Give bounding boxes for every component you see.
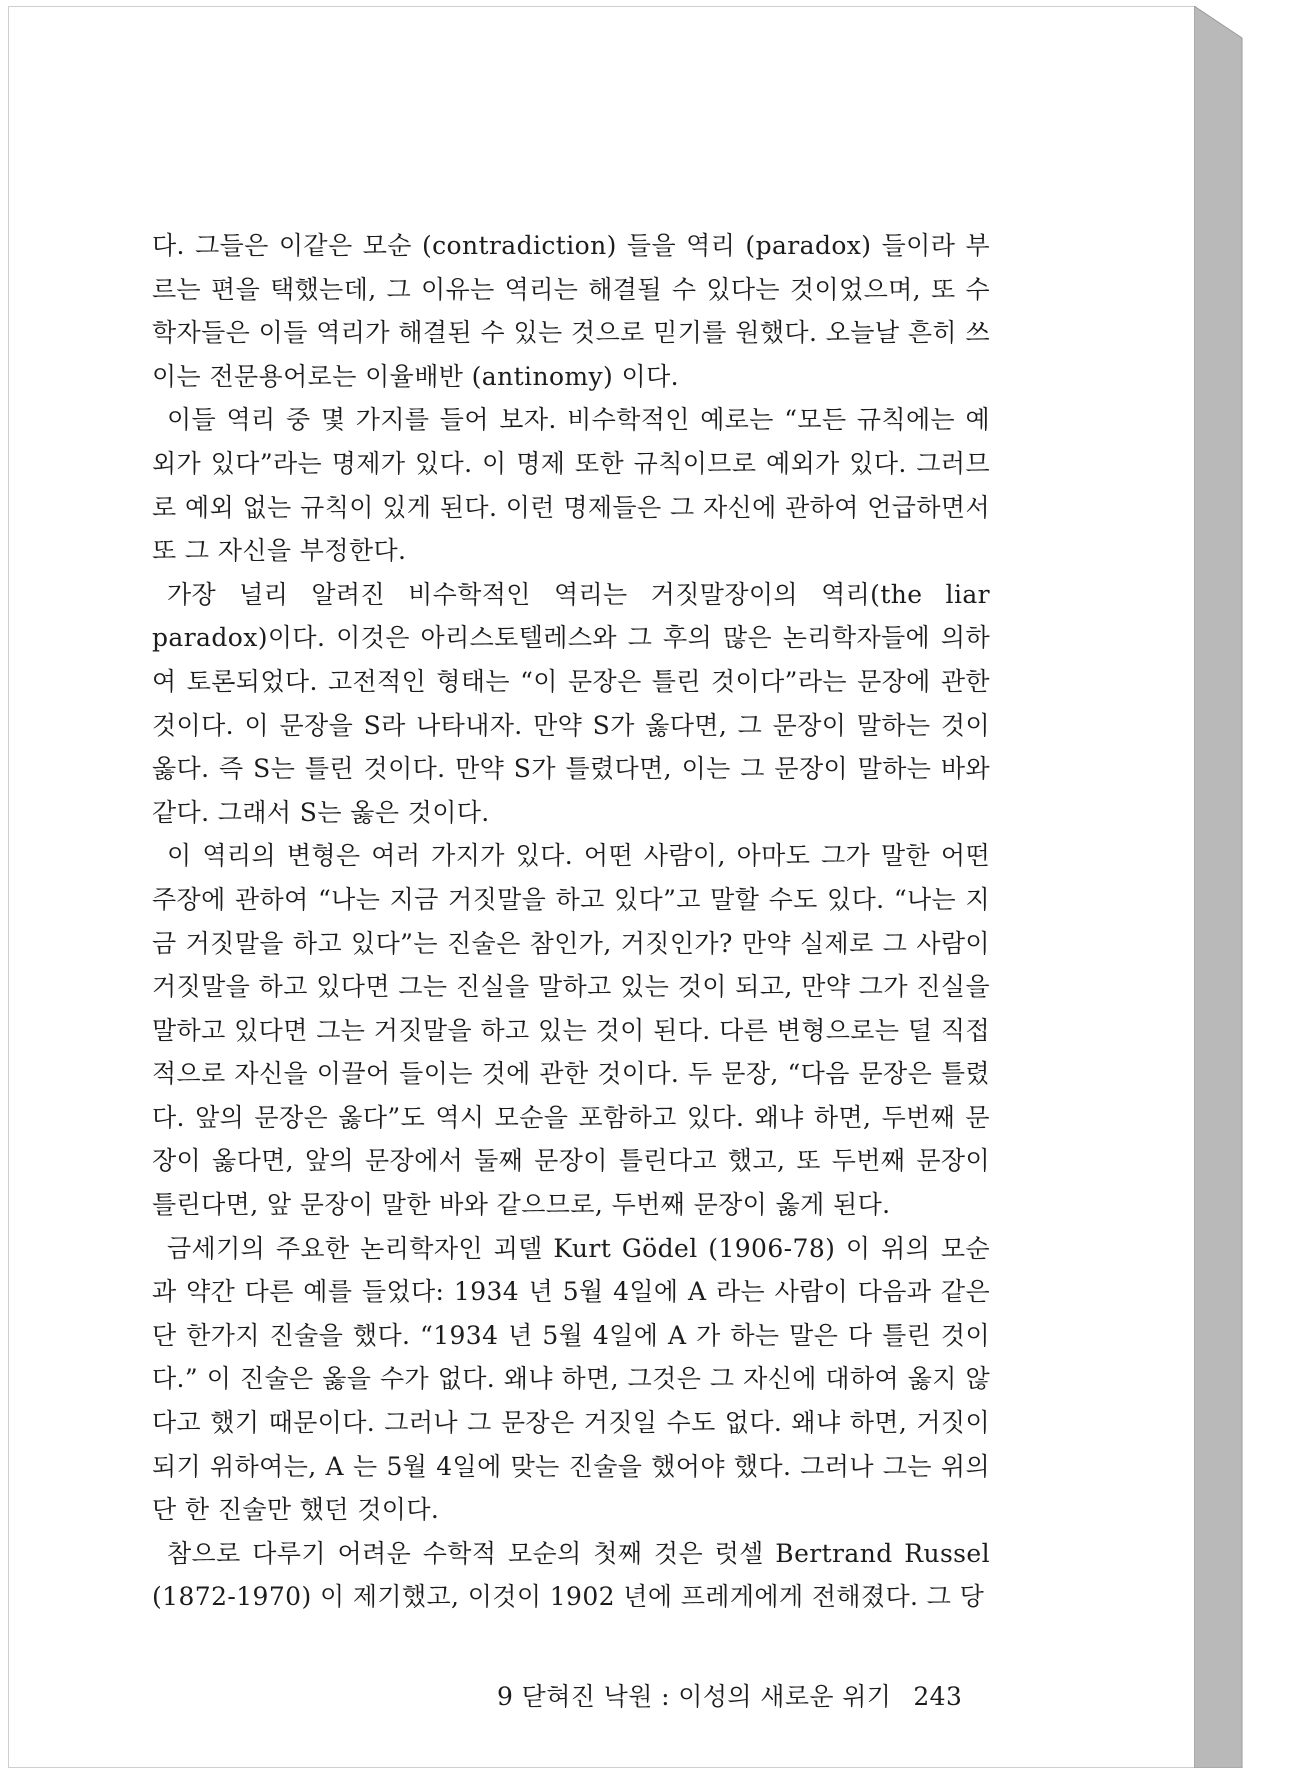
page-number: 243 <box>913 1682 963 1711</box>
paragraph-2: 이들 역리 중 몇 가지를 들어 보자. 비수학적인 예로는 “모든 규칙에는 예외가 있다”라는 명제가 있다. 이 명제 또한 규칙이므로 예외가 있다. 그러므로 예외 없는 규칙이 있게 된다. 이런 명제들은 그 자신에 관하여 언급하면서 또 그 자신을 부정한다. <box>152 405 990 566</box>
page-footer <box>497 1677 962 1713</box>
body-text <box>152 224 990 1619</box>
paragraph-5: 금세기의 주요한 논리학자인 괴델 Kurt Gödel (1906-78) 이 위의 모순과 약간 다른 예를 들었다: 1934 년 5월 4일에 A 라는 사람이 다음과 같은 단 한가지 진술을 했다. “1934 년 5월 4일에 A 가 하는 말은 다 틀린 것이다.” 이 진술은 옳을 수가 없다. 왜냐 하면, 그것은 그 자신에 대하여 옳지 않다고 했기 때문이다. 그러나 그 문장은 거짓일 수도 없다. 왜냐 하면, 거짓이 되기 위하여는, A 는 5월 4일에 맞는 진술을 했어야 했다. 그러나 그는 위의 단 한 진술만 했던 것이다. <box>152 1233 990 1525</box>
paragraph-4: 이 역리의 변형은 여러 가지가 있다. 어떤 사람이, 아마도 그가 말한 어떤 주장에 관하여 “나는 지금 거짓말을 하고 있다”고 말할 수도 있다. “나는 지금 거짓말을 하고 있다”는 진술은 참인가, 거짓인가? 만약 실제로 그 사람이 거짓말을 하고 있다면 그는 진실을 말하고 있는 것이 되고, 만약 그가 진실을 말하고 있다면 그는 거짓말을 하고 있는 것이 된다. 다른 변형으로는 덜 직접적으로 자신을 이끌어 들이는 것에 관한 것이다. 두 문장, “다음 문장은 틀렸다. 앞의 문장은 옳다”도 역시 모순을 포함하고 있다. 왜냐 하면, 두번째 문장이 옳다면, 앞의 문장에서 둘째 문장이 틀린다고 했고, 또 두번째 문장이 틀린다면, 앞 문장이 말한 바와 같으므로, 두번째 문장이 옳게 된다. <box>152 841 990 1220</box>
paragraph-1: 다. 그들은 이같은 모순 (contradiction) 들을 역리 (paradox) 들이라 부르는 편을 택했는데, 그 이유는 역리는 해결될 수 있다는 것이었으며, 또 수학자들은 이들 역리가 해결된 수 있는 것으로 믿기를 원했다. 오늘날 흔히 쓰이는 전문용어로는 이율배반 (antinomy) 이다. <box>152 231 990 391</box>
paragraph-3: 가장 널리 알려진 비수학적인 역리는 거짓말장이의 역리(the liar paradox)이다. 이것은 아리스토텔레스와 그 후의 많은 논리학자들에 의하여 토론되었다. 고전적인 형태는 “이 문장은 틀린 것이다”라는 문장에 관한 것이다. 이 문장을 S라 나타내자. 만약 S가 옳다면, 그 문장이 말하는 것이 옳다. 즉 S는 틀린 것이다. 만약 S가 틀렸다면, 이는 그 문장이 말하는 바와 같다. 그래서 S는 옳은 것이다. <box>152 579 990 827</box>
chapter-title: 9 닫혀진 낙원 : 이성의 새로운 위기 <box>497 1682 892 1711</box>
paragraph-6: 참으로 다루기 어려운 수학적 모순의 첫째 것은 럿셀 Bertrand Russel (1872-1970) 이 제기했고, 이것이 1902 년에 프레게에게 전해졌다. 그 당 <box>152 1538 990 1612</box>
